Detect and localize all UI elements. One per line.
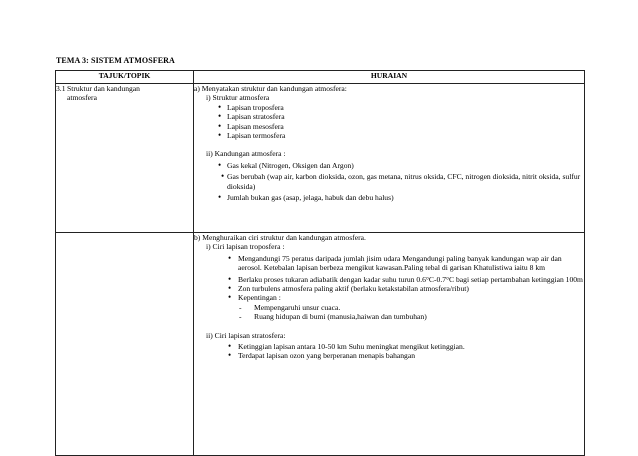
topic-title-line2: atmosfera — [67, 93, 97, 103]
list-item: • Mengandungi 75 peratus daripada jumlah jisim udara Mengandungi paling banyak kandungan wap air dan aerosol. Ketebalan lapisan berbeza mengikut kawasan.Paling tebal di garisan Khatulistiwa iaitu 8 km — [194, 252, 584, 273]
topic-title-line1: Struktur dan kandungan — [67, 84, 140, 93]
list-item: • Gas kekal (Nitrogen, Oksigen dan Argon) — [194, 159, 584, 170]
list-item: • Jumlah bukan gas (asap, jelaga, habuk dan debu halus) — [194, 191, 584, 202]
header-topic: TAJUK/TOPIK — [56, 71, 194, 84]
section-a-part-ii-heading: ii) Kandungan atmosfera : — [206, 149, 286, 159]
syllabus-table — [55, 70, 585, 456]
list-item: • Berlaku proses tukaran adiabatik dengan kadar suhu turun 0.6°C-0.7°C bagi setiap pertambahan ketinggian 100m — [194, 273, 584, 284]
list-item: • Gas berubah (wap air, karbon dioksida, ozon, gas metana, nitrus oksida, CFC, nitrogen dioksida, nitrit oksida, sulfur dioksida) — [194, 170, 584, 191]
header-description: HURAIAN — [194, 71, 585, 84]
topic-cell-empty — [56, 233, 194, 456]
list-item: • Lapisan mesosfera — [194, 122, 584, 131]
list-item: • Lapisan stratosfera — [194, 112, 584, 121]
section-b-heading: b) Menghuraikan ciri struktur dan kandungan atmosfera. — [194, 233, 366, 242]
list-item: • Terdapat lapisan ozon yang berperanan menapis bahangan — [194, 351, 584, 360]
page-title: TEMA 3: SISTEM ATMOSFERA — [56, 56, 175, 65]
list-item: • Zon turbulens atmosfera paling aktif (berlaku ketakstabilan atmosfera/ribut) — [194, 284, 584, 293]
section-b-part-i-heading: i) Ciri lapisan troposfera : — [206, 242, 285, 252]
topic-number: 3.1 — [56, 84, 66, 93]
table-row — [56, 84, 585, 233]
sub-list-item: - Mempengaruhi unsur cuaca. — [194, 303, 584, 312]
section-a-part-i-heading: i) Struktur atmosfera — [206, 93, 270, 103]
description-cell-b — [194, 233, 585, 456]
table-row — [56, 233, 585, 456]
header-row — [56, 71, 585, 84]
section-a-heading: a) Menyatakan struktur dan kandungan atmosfera: — [194, 84, 347, 93]
list-item: • Lapisan troposfera — [194, 103, 584, 112]
topic-cell — [56, 84, 194, 233]
list-item: • Kepentingan : — [194, 293, 584, 302]
section-b-part-ii-heading: ii) Ciri lapisan stratosfera: — [206, 330, 286, 340]
description-cell-a — [194, 84, 585, 233]
list-item: • Ketinggian lapisan antara 10-50 km Suhu meningkat mengikut ketinggian. — [194, 340, 584, 351]
list-item: • Lapisan termosfera — [194, 131, 584, 140]
sub-list-item: - Ruang hidupan di bumi (manusia,haiwan dan tumbuhan) — [194, 312, 584, 321]
